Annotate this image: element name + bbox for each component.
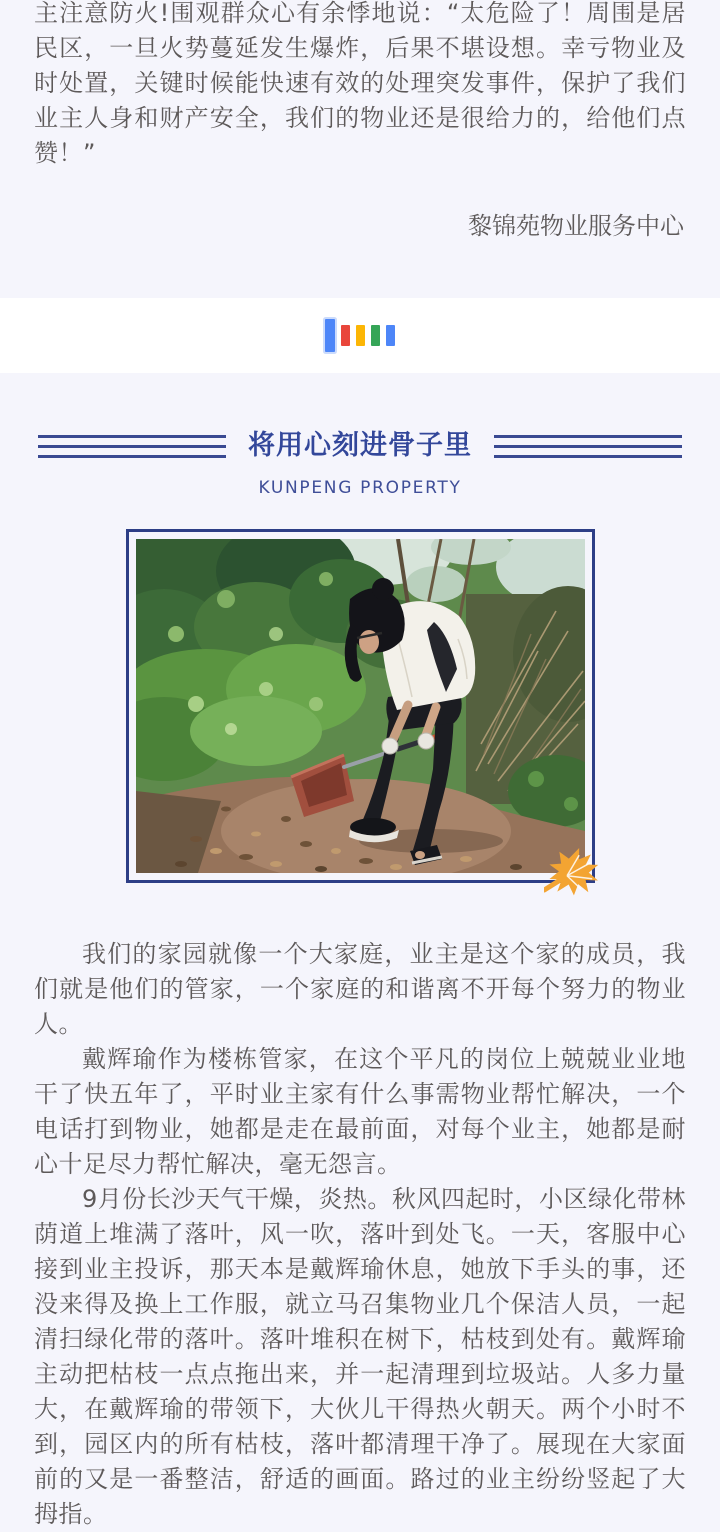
quote-section [0,0,720,241]
article-paragraph: 我们的家园就像一个大家庭，业主是这个家的成员，我们就是他们的管家，一个家庭的和谐离不开每个努力的物业人。 [34,940,686,1038]
section-subtitle: KUNPENG PROPERTY [258,478,462,498]
divider-bar [371,325,380,346]
triple-rule-left [38,435,226,458]
photo-frame [126,529,595,883]
divider-bar [341,325,350,346]
article-paragraph: 9月份长沙天气干燥，炎热。秋风四起时，小区绿化带林荫道上堆满了落叶，风一吹，落叶到处飞。一天，客服中心接到业主投诉，那天本是戴辉瑜休息，她放下手头的事，还没来得及换上工作服，就立马召集物业几个保洁人员，一起清扫绿化带的落叶。落叶堆积在树下，枯枝到处有。戴辉瑜主动把枯枝一点点拖出来，并一起清理到垃圾站。人多力量大，在戴辉瑜的带领下，大伙儿干得热火朝天。两个小时不到，园区内的所有枯枝，落叶都清理干净了。展现在大家面前的又是一番整洁，舒适的画面。路过的业主纷纷竖起了大拇指。 [34,1185,686,1528]
divider-bars [325,319,395,352]
quote-attribution: 黎锦苑物业服务中心 [468,212,684,240]
section-title: 将用心刻进骨子里 [248,430,472,461]
divider-band [0,298,720,373]
article-paragraph: 戴辉瑜作为楼栋管家，在这个平凡的岗位上兢兢业业地干了快五年了，平时业主家有什么事需物业帮忙解决，一个电话打到物业，她都是走在最前面，对每个业主，她都是耐心十足尽力帮忙解决，毫无怨言。 [34,1045,686,1178]
section-header [0,429,720,463]
article-body [0,937,720,1532]
triple-rule-right [494,435,682,458]
divider-bar [356,325,365,346]
divider-bar [386,325,395,346]
maple-leaf-icon [544,843,600,901]
article-photo [136,539,585,873]
quote-paragraph: 主注意防火!围观群众心有余悸地说：“太危险了！周围是居民区，一旦火势蔓延发生爆炸，后果不堪设想。幸亏物业及时处置，关键时候能快速有效的处理突发事件，保护了我们业主人身和财产安全，我们的物业还是很给力的，给他们点赞！” [34,0,686,167]
divider-bar [325,319,335,352]
